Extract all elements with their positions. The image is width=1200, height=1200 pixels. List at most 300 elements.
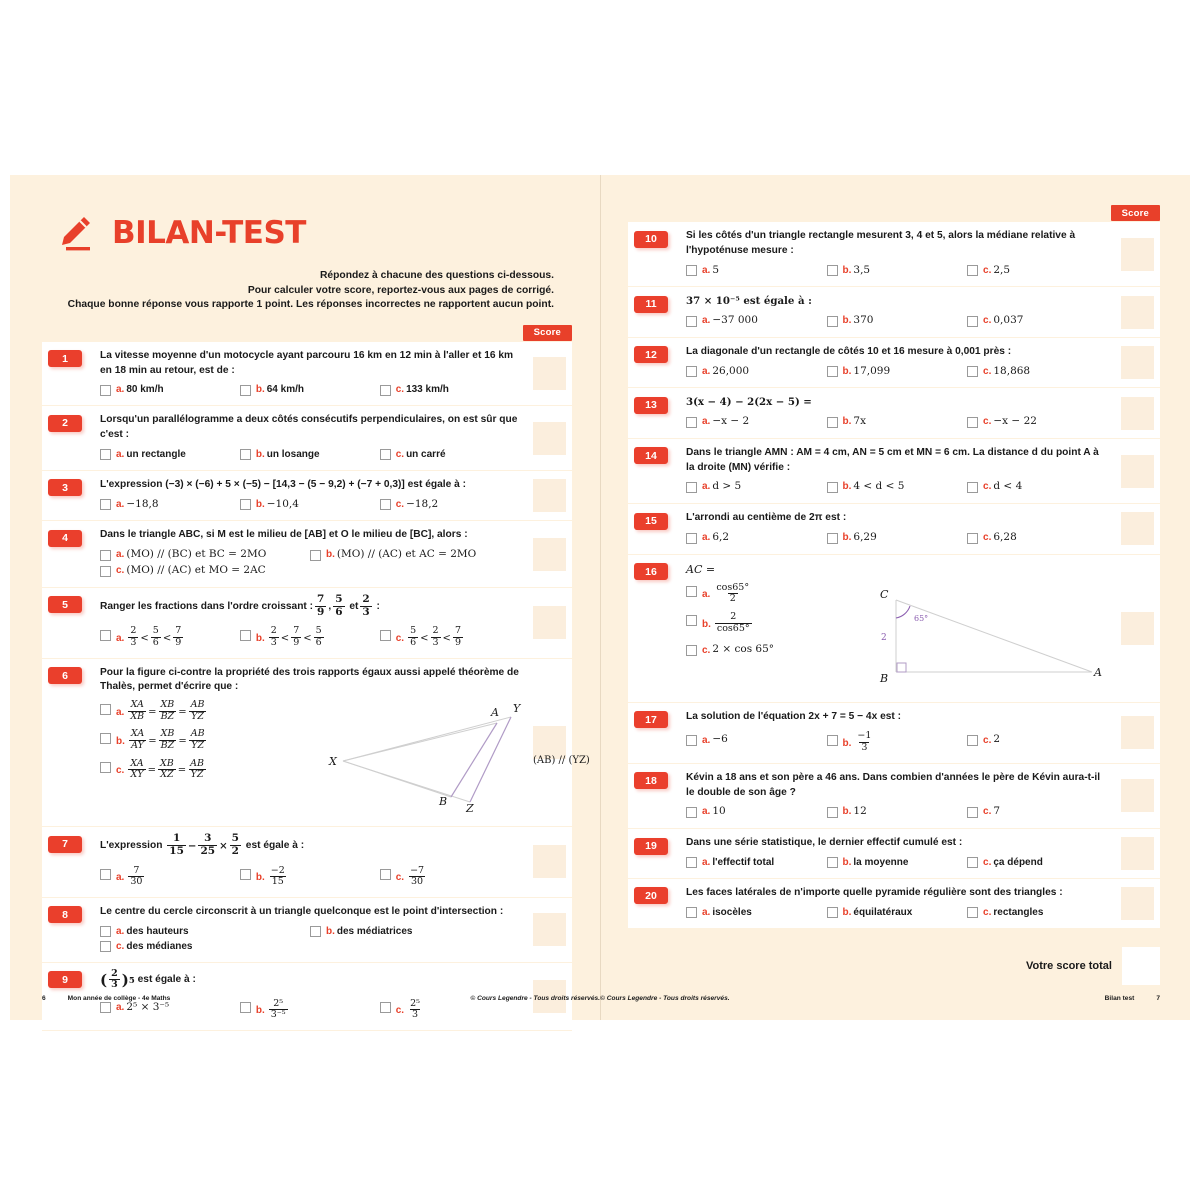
checkbox-icon[interactable] bbox=[686, 807, 697, 818]
option-list bbox=[686, 364, 1108, 380]
option-letter: a. bbox=[116, 384, 125, 396]
checkbox-icon[interactable] bbox=[827, 857, 838, 868]
fraction-1-15: $\frac{1}{15}$ bbox=[169, 832, 184, 857]
option-a[interactable] bbox=[686, 364, 827, 380]
option-letter: b. bbox=[842, 416, 852, 428]
question-number: 13 bbox=[634, 397, 668, 414]
option-letter: a. bbox=[702, 365, 711, 377]
question-body bbox=[686, 439, 1114, 503]
checkbox-icon[interactable] bbox=[686, 265, 697, 276]
score-input-box[interactable] bbox=[533, 913, 566, 946]
question-text: Pour la figure ci-contre la propriété des trois rapports égaux aussi appelé théorème de Thalès, permet d'écrire que : bbox=[100, 666, 519, 693]
question-text: AC = bbox=[686, 562, 716, 576]
question-body bbox=[100, 827, 526, 897]
question-body bbox=[686, 879, 1114, 928]
question-prompt: L'expression bbox=[100, 839, 163, 851]
score-cell bbox=[526, 342, 572, 406]
score-cell bbox=[1114, 829, 1160, 878]
checkbox-icon[interactable] bbox=[100, 941, 111, 952]
option-value: 3,5 bbox=[853, 263, 871, 276]
score-input-box[interactable] bbox=[1121, 512, 1154, 545]
option-c[interactable] bbox=[967, 479, 1108, 495]
option-b[interactable] bbox=[240, 497, 380, 513]
option-letter: a. bbox=[116, 448, 125, 460]
score-input-box[interactable] bbox=[1121, 238, 1154, 271]
footer-page-number: 7 bbox=[1156, 995, 1160, 1002]
option-value: 2 × cos 65° bbox=[712, 643, 775, 656]
checkbox-icon[interactable] bbox=[686, 857, 697, 868]
question-text: Dans une série statistique, le dernier effectif cumulé est : bbox=[686, 837, 963, 849]
option-list bbox=[686, 581, 836, 694]
checkbox-icon[interactable] bbox=[967, 907, 978, 918]
question-text: La solution de l'équation 2x + 7 = 5 − 4x est : bbox=[686, 710, 902, 722]
score-input-box[interactable] bbox=[1121, 397, 1154, 430]
question-number-cell bbox=[628, 388, 686, 438]
question-body bbox=[100, 659, 590, 827]
score-input-box[interactable] bbox=[1121, 455, 1154, 488]
option-c[interactable] bbox=[100, 563, 310, 579]
question-number: 16 bbox=[634, 563, 668, 580]
score-cell bbox=[526, 521, 572, 586]
question-number-cell bbox=[42, 471, 100, 521]
questions-left bbox=[42, 342, 590, 1031]
option-value: 80 km/h bbox=[126, 384, 164, 396]
option-c[interactable] bbox=[380, 382, 520, 397]
option-b[interactable] bbox=[310, 924, 520, 939]
score-input-box[interactable] bbox=[1121, 612, 1154, 645]
option-a[interactable]: a. $\frac{\cos 65^\circ}{2}$ bbox=[686, 584, 836, 606]
checkbox-icon[interactable] bbox=[240, 449, 251, 460]
option-b[interactable] bbox=[827, 479, 968, 495]
option-letter: c. bbox=[395, 872, 405, 884]
question-number: 4 bbox=[48, 530, 82, 547]
option-value: un rectangle bbox=[126, 448, 186, 460]
footer-right bbox=[600, 995, 1190, 1002]
option-letter: c. bbox=[983, 416, 992, 428]
option-a[interactable] bbox=[686, 414, 827, 430]
footer-left bbox=[10, 995, 600, 1002]
option-b[interactable]: b. $\frac{2}{\cos 65^\circ}$ bbox=[686, 613, 836, 635]
checkbox-icon[interactable] bbox=[827, 907, 838, 918]
option-letter: a. bbox=[702, 315, 711, 327]
score-input-box[interactable] bbox=[533, 538, 566, 571]
option-value: −6 bbox=[712, 733, 728, 746]
checkbox-icon[interactable] bbox=[967, 735, 978, 746]
question-row bbox=[628, 439, 1160, 504]
option-value: des médiatrices bbox=[336, 925, 413, 937]
checkbox-icon[interactable] bbox=[380, 449, 391, 460]
option-value: 12 bbox=[853, 805, 867, 818]
score-cell bbox=[1114, 703, 1160, 763]
option-letter: b. bbox=[842, 906, 852, 918]
checkbox-icon[interactable] bbox=[827, 482, 838, 493]
svg-text:B: B bbox=[439, 795, 448, 809]
option-letter: b. bbox=[255, 1005, 265, 1017]
option-letter: c. bbox=[116, 765, 125, 777]
option-value: 7 bbox=[993, 805, 1001, 818]
option-a[interactable]: a. $\frac{XA}{XB}$ = $\frac{XB}{BZ}$ = $\frac{AB}{YZ}$ bbox=[100, 701, 315, 723]
option-letter: c. bbox=[395, 1005, 405, 1017]
question-number-cell bbox=[628, 338, 686, 388]
option-c[interactable] bbox=[967, 732, 1108, 754]
option-c[interactable]: c. $\frac{5}{6}$ < $\frac{2}{3}$ < $\frac{7}{9}$ bbox=[380, 627, 520, 649]
question-number-cell bbox=[42, 898, 100, 962]
score-input-box[interactable] bbox=[533, 422, 566, 455]
option-a[interactable] bbox=[100, 497, 240, 513]
option-list bbox=[686, 732, 1108, 754]
option-letter: c. bbox=[395, 384, 405, 396]
score-cell bbox=[1114, 222, 1160, 286]
option-value: (MO) // (AC) et AC = 2MO bbox=[336, 548, 477, 561]
option-list bbox=[686, 905, 1108, 920]
question-row bbox=[628, 555, 1160, 703]
option-value: l'effectif total bbox=[712, 856, 775, 868]
option-a[interactable] bbox=[686, 905, 827, 920]
option-c[interactable] bbox=[967, 804, 1108, 820]
option-a[interactable] bbox=[100, 447, 240, 462]
option-b[interactable] bbox=[827, 905, 968, 920]
score-input-box[interactable] bbox=[533, 845, 566, 878]
fraction-2-3: $\frac{2}{3}$ bbox=[362, 592, 370, 618]
checkbox-icon[interactable] bbox=[380, 869, 391, 880]
option-letter: c. bbox=[983, 856, 992, 868]
thales-figure bbox=[315, 701, 605, 818]
checkbox-icon[interactable] bbox=[686, 366, 697, 377]
score-cell bbox=[1114, 504, 1160, 554]
checkbox-icon[interactable] bbox=[310, 550, 321, 561]
score-input-box[interactable] bbox=[1121, 837, 1154, 870]
checkbox-icon[interactable] bbox=[686, 533, 697, 544]
option-c[interactable] bbox=[686, 642, 836, 658]
question-number: 6 bbox=[48, 667, 82, 684]
question-text: La vitesse moyenne d'un motocycle ayant parcouru 16 km en 12 min à l'aller et 16 km en 18 min au retour, est de : bbox=[100, 349, 514, 376]
option-list bbox=[100, 447, 520, 462]
checkbox-icon[interactable] bbox=[827, 366, 838, 377]
page-header bbox=[54, 213, 572, 253]
checkbox-icon[interactable] bbox=[967, 316, 978, 327]
checkbox-icon[interactable] bbox=[240, 869, 251, 880]
question-body bbox=[100, 588, 526, 658]
checkbox-icon[interactable] bbox=[380, 499, 391, 510]
checkbox-icon[interactable] bbox=[967, 533, 978, 544]
option-letter: a. bbox=[702, 264, 711, 276]
option-letter: c. bbox=[983, 532, 992, 543]
option-letter: c. bbox=[983, 481, 992, 493]
score-input-box[interactable] bbox=[1121, 346, 1154, 379]
option-c[interactable] bbox=[967, 313, 1108, 329]
option-value: 2⁵ × 3⁻⁵ bbox=[126, 1000, 170, 1013]
option-b[interactable]: b. $\frac{-1}{3}$ bbox=[827, 732, 968, 754]
option-value: 7x bbox=[853, 415, 867, 428]
score-input-box[interactable] bbox=[1121, 716, 1154, 749]
question-text: Ranger les fractions dans l'ordre croissant : $\frac{7}{9}$ , $\frac{5}{6}$ et $\frac{2}{3}$ : bbox=[100, 592, 380, 618]
option-a[interactable] bbox=[100, 382, 240, 397]
checkbox-icon[interactable] bbox=[100, 566, 111, 577]
question-number: 1 bbox=[48, 350, 82, 367]
checkbox-icon[interactable] bbox=[100, 704, 111, 715]
option-letter: b. bbox=[842, 264, 852, 276]
option-b[interactable] bbox=[827, 364, 968, 380]
questions-right bbox=[628, 222, 1160, 929]
checkbox-icon[interactable] bbox=[827, 533, 838, 544]
checkbox-icon[interactable] bbox=[967, 265, 978, 276]
checkbox-icon[interactable] bbox=[686, 417, 697, 428]
checkbox-icon[interactable] bbox=[827, 265, 838, 276]
question-number: 12 bbox=[634, 346, 668, 363]
intro-line-1: Répondez à chacune des questions ci-dessous. bbox=[319, 270, 554, 281]
checkbox-icon[interactable] bbox=[100, 762, 111, 773]
page-title: BILAN-TEST bbox=[112, 215, 306, 251]
option-letter: b. bbox=[842, 481, 852, 493]
score-cell bbox=[526, 406, 572, 470]
option-c[interactable]: c. $\frac{XA}{XY}$ = $\frac{XB}{XZ}$ = $\frac{AB}{YZ}$ bbox=[100, 760, 315, 782]
question-text: Si les côtés d'un triangle rectangle mesurent 3, 4 et 5, alors la médiane relative à l'hypoténuse mesure : bbox=[686, 230, 1076, 256]
score-input-box[interactable] bbox=[1121, 296, 1154, 329]
exponent: 5 bbox=[128, 975, 135, 986]
option-c[interactable]: c. $\frac{\text{2⁵}}{3}$ bbox=[380, 1000, 520, 1022]
option-a[interactable] bbox=[686, 313, 827, 329]
question-number: 5 bbox=[48, 596, 82, 613]
checkbox-icon[interactable] bbox=[686, 907, 697, 918]
checkbox-icon[interactable] bbox=[967, 366, 978, 377]
option-value: 0,037 bbox=[993, 314, 1024, 327]
question-prompt: Ranger les fractions dans l'ordre croissant : bbox=[100, 600, 314, 612]
option-letter: c. bbox=[983, 315, 992, 327]
option-b[interactable] bbox=[827, 414, 968, 430]
option-letter: c. bbox=[983, 734, 992, 746]
option-a[interactable]: a. $\frac{2}{3}$ < $\frac{5}{6}$ < $\frac{7}{9}$ bbox=[100, 627, 240, 649]
question-text: Le centre du cercle circonscrit à un triangle quelconque est le point d'intersection : bbox=[100, 905, 504, 917]
option-b[interactable] bbox=[827, 804, 968, 820]
question-row bbox=[42, 521, 572, 587]
question-number: 7 bbox=[48, 836, 82, 853]
option-value: isocèles bbox=[712, 906, 752, 918]
fraction-7-9: $\frac{7}{9}$ bbox=[317, 592, 325, 618]
question-row bbox=[628, 388, 1160, 439]
option-letter: a. bbox=[116, 706, 125, 718]
score-input-box[interactable] bbox=[533, 479, 566, 512]
checkbox-icon[interactable] bbox=[967, 807, 978, 818]
option-letter: c. bbox=[395, 632, 405, 644]
checkbox-icon[interactable] bbox=[827, 735, 838, 746]
question-text: Dans le triangle AMN : AM = 4 cm, AN = 5 cm et MN = 6 cm. La distance d du point A à la droite (MN) vérifie : bbox=[686, 446, 1099, 473]
option-value: 6,2 bbox=[712, 531, 730, 543]
option-b[interactable] bbox=[827, 263, 968, 279]
svg-text:B: B bbox=[880, 671, 889, 685]
option-c[interactable] bbox=[967, 263, 1108, 279]
question-number-cell bbox=[42, 521, 100, 586]
option-list bbox=[100, 627, 520, 649]
option-b[interactable]: b. $\frac{XA}{AY}$ = $\frac{XB}{BZ}$ = $\frac{AB}{YZ}$ bbox=[100, 730, 315, 752]
checkbox-icon[interactable] bbox=[686, 316, 697, 327]
option-letter: a. bbox=[116, 498, 125, 510]
option-a[interactable] bbox=[686, 479, 827, 495]
option-c[interactable] bbox=[967, 364, 1108, 380]
checkbox-icon[interactable] bbox=[380, 1002, 391, 1013]
option-letter: c. bbox=[983, 806, 992, 818]
option-b[interactable] bbox=[827, 313, 968, 329]
checkbox-icon[interactable] bbox=[827, 807, 838, 818]
option-value: 10 bbox=[712, 805, 726, 818]
option-letter: c. bbox=[983, 365, 992, 377]
option-value: la moyenne bbox=[853, 856, 909, 868]
option-letter: b. bbox=[326, 925, 335, 937]
question-number: 10 bbox=[634, 231, 668, 248]
question-body bbox=[686, 555, 1114, 702]
option-c[interactable]: c. $\frac{-7}{30}$ bbox=[380, 867, 520, 889]
option-c[interactable] bbox=[380, 447, 520, 462]
option-b[interactable] bbox=[240, 382, 380, 397]
option-b[interactable] bbox=[827, 530, 968, 546]
question-body bbox=[686, 703, 1114, 763]
question-body bbox=[686, 388, 1114, 438]
question-text: Les faces latérales de n'importe quelle pyramide régulière sont des triangles : bbox=[686, 886, 1063, 898]
question-number: 15 bbox=[634, 513, 668, 530]
question-text: L'arrondi au centième de 2π est : bbox=[686, 512, 847, 524]
option-a[interactable] bbox=[100, 547, 310, 563]
option-value: un carré bbox=[406, 448, 446, 460]
score-cell bbox=[1114, 555, 1160, 702]
svg-text:A: A bbox=[491, 706, 499, 720]
option-c[interactable] bbox=[100, 939, 310, 954]
option-letter: b. bbox=[255, 632, 265, 644]
question-number-cell bbox=[628, 703, 686, 763]
checkbox-icon[interactable] bbox=[100, 926, 111, 937]
checkbox-icon[interactable] bbox=[380, 385, 391, 396]
option-letter: b. bbox=[842, 806, 852, 818]
footer-page-number: 6 bbox=[42, 995, 46, 1002]
option-a[interactable] bbox=[686, 263, 827, 279]
option-c[interactable] bbox=[380, 497, 520, 513]
question-row bbox=[628, 703, 1160, 764]
score-input-box[interactable] bbox=[533, 606, 566, 639]
option-b[interactable]: b. $\frac{\text{2⁵}}{\text{3⁻⁵}}$ bbox=[240, 1000, 380, 1022]
option-value: 2 bbox=[993, 733, 1001, 746]
question-row bbox=[628, 504, 1160, 555]
checkbox-icon[interactable] bbox=[686, 735, 697, 746]
checkbox-icon[interactable] bbox=[100, 550, 111, 561]
checkbox-icon[interactable] bbox=[686, 645, 697, 656]
total-score-box[interactable] bbox=[1122, 947, 1160, 985]
option-b[interactable] bbox=[310, 547, 520, 563]
question-number-cell bbox=[628, 504, 686, 554]
option-list bbox=[686, 263, 1108, 279]
question-body bbox=[686, 504, 1114, 554]
score-badge: Score bbox=[523, 325, 572, 341]
checkbox-icon[interactable] bbox=[310, 926, 321, 937]
option-letter: c. bbox=[116, 565, 125, 577]
option-a[interactable] bbox=[100, 1000, 240, 1022]
checkbox-icon[interactable] bbox=[240, 499, 251, 510]
score-cell bbox=[1114, 338, 1160, 388]
question-number: 9 bbox=[48, 971, 82, 988]
score-input-box[interactable] bbox=[1121, 887, 1154, 920]
option-value: 5 bbox=[712, 263, 720, 276]
question-row bbox=[628, 764, 1160, 829]
option-letter: c. bbox=[395, 448, 405, 460]
checkbox-icon[interactable] bbox=[686, 615, 697, 626]
option-a[interactable] bbox=[686, 855, 827, 870]
option-value: équilatéraux bbox=[853, 906, 913, 918]
question-body bbox=[686, 338, 1114, 388]
option-value: ça dépend bbox=[993, 856, 1043, 868]
checkbox-icon[interactable] bbox=[100, 1002, 111, 1013]
option-value: 370 bbox=[853, 314, 874, 327]
question-text: Dans le triangle ABC, si M est le milieu de [AB] et O le milieu de [BC], alors : bbox=[100, 529, 468, 541]
option-a[interactable] bbox=[100, 924, 310, 939]
checkbox-icon[interactable] bbox=[967, 857, 978, 868]
checkbox-icon[interactable] bbox=[100, 630, 111, 641]
question-number: 8 bbox=[48, 906, 82, 923]
question-number: 2 bbox=[48, 415, 82, 432]
question-number-cell bbox=[628, 764, 686, 828]
option-value: (MO) // (AC) et MO = 2AC bbox=[126, 564, 266, 577]
checkbox-icon[interactable] bbox=[967, 417, 978, 428]
checkbox-icon[interactable] bbox=[100, 449, 111, 460]
checkbox-icon[interactable] bbox=[967, 482, 978, 493]
pencil-icon bbox=[54, 213, 94, 253]
checkbox-icon[interactable] bbox=[686, 586, 697, 597]
option-b[interactable]: b. $\frac{2}{3}$ < $\frac{7}{9}$ < $\frac{5}{6}$ bbox=[240, 627, 380, 649]
question-row bbox=[42, 659, 590, 828]
option-value: −10,4 bbox=[266, 497, 299, 510]
score-input-box[interactable] bbox=[1121, 779, 1154, 812]
question-body bbox=[100, 342, 526, 406]
option-a[interactable]: a. $\frac{7}{30}$ bbox=[100, 867, 240, 889]
checkbox-icon[interactable] bbox=[100, 385, 111, 396]
option-value: un losange bbox=[266, 448, 320, 460]
option-letter: a. bbox=[702, 806, 711, 818]
checkbox-icon[interactable] bbox=[827, 316, 838, 327]
checkbox-icon[interactable] bbox=[240, 385, 251, 396]
option-a[interactable] bbox=[686, 530, 827, 546]
question-number-cell bbox=[628, 439, 686, 503]
option-c[interactable] bbox=[967, 855, 1108, 870]
checkbox-icon[interactable] bbox=[100, 869, 111, 880]
checkbox-icon[interactable] bbox=[100, 499, 111, 510]
option-list bbox=[686, 479, 1108, 495]
option-b[interactable]: b. $\frac{-2}{15}$ bbox=[240, 867, 380, 889]
option-value: (MO) // (BC) et BC = 2MO bbox=[126, 548, 267, 561]
option-letter: a. bbox=[116, 632, 125, 644]
option-b[interactable] bbox=[827, 855, 968, 870]
question-body bbox=[686, 764, 1114, 828]
checkbox-icon[interactable] bbox=[380, 630, 391, 641]
checkbox-icon[interactable] bbox=[827, 417, 838, 428]
score-cell bbox=[526, 471, 572, 521]
checkbox-icon[interactable] bbox=[686, 482, 697, 493]
score-input-box[interactable] bbox=[533, 357, 566, 390]
checkbox-icon[interactable] bbox=[240, 1002, 251, 1013]
option-a[interactable] bbox=[686, 732, 827, 754]
checkbox-icon[interactable] bbox=[240, 630, 251, 641]
option-value: 26,000 bbox=[712, 364, 750, 377]
option-b[interactable] bbox=[240, 447, 380, 462]
svg-text:65°: 65° bbox=[914, 613, 929, 623]
option-a[interactable] bbox=[686, 804, 827, 820]
option-c[interactable] bbox=[967, 905, 1108, 920]
option-letter: c. bbox=[395, 498, 405, 510]
question-body bbox=[686, 287, 1114, 337]
checkbox-icon[interactable] bbox=[100, 733, 111, 744]
option-letter: b. bbox=[255, 384, 265, 396]
option-c[interactable] bbox=[967, 530, 1108, 546]
option-c[interactable] bbox=[967, 414, 1108, 430]
question-body bbox=[686, 829, 1114, 878]
question-body bbox=[100, 406, 526, 470]
question-body bbox=[686, 222, 1114, 286]
option-list bbox=[100, 547, 520, 579]
